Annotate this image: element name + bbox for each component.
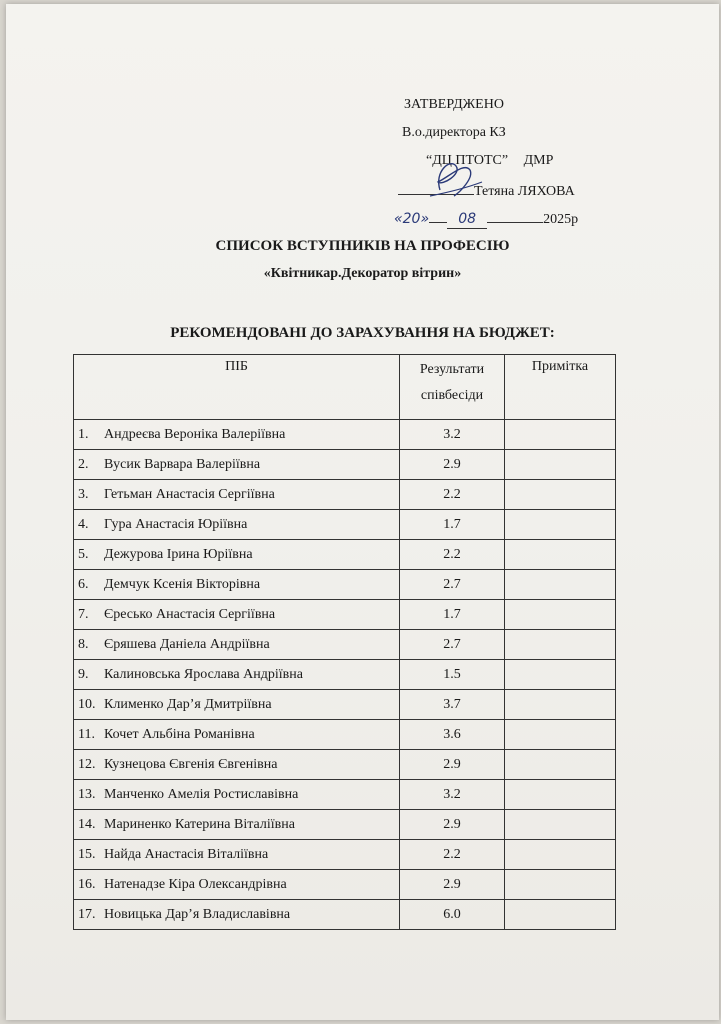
- row-number: 5.: [78, 546, 89, 562]
- row-number: 9.: [78, 666, 89, 682]
- table-row: [74, 420, 616, 450]
- interview-score: 1.5: [400, 660, 505, 690]
- table-row: [74, 480, 616, 510]
- interview-score: 2.2: [400, 540, 505, 570]
- note-cell: [505, 900, 616, 930]
- table-row: [74, 720, 616, 750]
- table-row: [74, 630, 616, 660]
- note-cell: [505, 600, 616, 630]
- note-cell: [505, 750, 616, 780]
- table-row: [74, 870, 616, 900]
- profession-name: «Квітникар.Декоратор вітрин»: [263, 266, 462, 281]
- interview-score: 2.9: [400, 450, 505, 480]
- applicant-name: 16. Натенадзе Кіра Олександрівна: [74, 870, 400, 900]
- applicant-name: 11. Кочет Альбіна Романівна: [74, 720, 400, 750]
- section-heading: РЕКОМЕНДОВАНІ ДО ЗАРАХУВАННЯ НА БЮДЖЕТ:: [170, 325, 555, 341]
- table-header-row: [74, 355, 616, 420]
- note-cell: [505, 840, 616, 870]
- interview-score: 1.7: [400, 510, 505, 540]
- note-cell: [505, 720, 616, 750]
- interview-score: 2.7: [400, 570, 505, 600]
- organization-name: “ДЦ ПТОТС” ДМР: [426, 153, 554, 168]
- table-row: [74, 660, 616, 690]
- row-number: 8.: [78, 636, 89, 652]
- approval-date: «20» 08 2025р: [394, 208, 578, 229]
- interview-score: 2.7: [400, 630, 505, 660]
- table-row: [74, 510, 616, 540]
- interview-score: 2.9: [400, 750, 505, 780]
- row-number: 1.: [78, 426, 89, 442]
- header-note: Примітка: [505, 355, 616, 420]
- note-cell: [505, 660, 616, 690]
- table-row: [74, 540, 616, 570]
- row-number: 17.: [78, 906, 96, 922]
- note-cell: [505, 810, 616, 840]
- applicant-name: 1. Андреєва Вероніка Валеріївна: [74, 420, 400, 450]
- signature: [420, 152, 490, 202]
- interview-score: 1.7: [400, 600, 505, 630]
- interview-score: 2.9: [400, 870, 505, 900]
- note-cell: [505, 540, 616, 570]
- note-cell: [505, 420, 616, 450]
- document-title: СПИСОК ВСТУПНИКІВ НА ПРОФЕСІЮ: [215, 238, 510, 254]
- applicant-name: 12. Кузнецова Євгенія Євгенівна: [74, 750, 400, 780]
- header-result: Результати співбесіди: [400, 355, 505, 420]
- applicant-name: 14. Мариненко Катерина Віталіївна: [74, 810, 400, 840]
- applicants-table: [73, 354, 616, 930]
- note-cell: [505, 780, 616, 810]
- row-number: 14.: [78, 816, 96, 832]
- interview-score: 3.2: [400, 780, 505, 810]
- document-sheet: [6, 4, 719, 1020]
- table-row: [74, 750, 616, 780]
- approved-label: ЗАТВЕРДЖЕНО: [404, 97, 504, 112]
- header-name: ПІБ: [74, 355, 400, 420]
- director-name-line: Тетяна ЛЯХОВА: [398, 180, 575, 201]
- row-number: 11.: [78, 726, 95, 742]
- row-number: 3.: [78, 486, 89, 502]
- applicant-name: 7. Єресько Анастасія Сергіївна: [74, 600, 400, 630]
- row-number: 7.: [78, 606, 89, 622]
- note-cell: [505, 450, 616, 480]
- row-number: 15.: [78, 846, 96, 862]
- interview-score: 2.2: [400, 840, 505, 870]
- interview-score: 6.0: [400, 900, 505, 930]
- row-number: 4.: [78, 516, 89, 532]
- row-number: 12.: [78, 756, 96, 772]
- interview-score: 2.2: [400, 480, 505, 510]
- row-number: 2.: [78, 456, 89, 472]
- applicant-name: 10. Клименко Дар’я Дмитріївна: [74, 690, 400, 720]
- interview-score: 3.7: [400, 690, 505, 720]
- applicant-name: 5. Дежурова Ірина Юріївна: [74, 540, 400, 570]
- applicant-name: 9. Калиновська Ярослава Андріївна: [74, 660, 400, 690]
- note-cell: [505, 570, 616, 600]
- table-row: [74, 600, 616, 630]
- applicant-name: 6. Демчук Ксенія Вікторівна: [74, 570, 400, 600]
- applicant-name: 3. Гетьман Анастасія Сергіївна: [74, 480, 400, 510]
- interview-score: 3.2: [400, 420, 505, 450]
- table-row: [74, 780, 616, 810]
- table-row: [74, 570, 616, 600]
- table-row: [74, 840, 616, 870]
- table-row: [74, 690, 616, 720]
- applicant-name: 17. Новицька Дар’я Владиславівна: [74, 900, 400, 930]
- applicant-name: 15. Найда Анастасія Віталіївна: [74, 840, 400, 870]
- row-number: 16.: [78, 876, 96, 892]
- director-position: В.о.директора КЗ: [402, 125, 506, 140]
- table-row: [74, 810, 616, 840]
- applicant-name: 13. Манченко Амелія Ростиславівна: [74, 780, 400, 810]
- table-row: [74, 900, 616, 930]
- interview-score: 3.6: [400, 720, 505, 750]
- interview-score: 2.9: [400, 810, 505, 840]
- applicant-name: 2. Вусик Варвара Валеріївна: [74, 450, 400, 480]
- note-cell: [505, 480, 616, 510]
- applicant-name: 4. Гура Анастасія Юріївна: [74, 510, 400, 540]
- applicant-name: 8. Єряшева Даніела Андріївна: [74, 630, 400, 660]
- row-number: 10.: [78, 696, 96, 712]
- row-number: 6.: [78, 576, 89, 592]
- note-cell: [505, 690, 616, 720]
- note-cell: [505, 870, 616, 900]
- row-number: 13.: [78, 786, 96, 802]
- note-cell: [505, 630, 616, 660]
- table-row: [74, 450, 616, 480]
- note-cell: [505, 510, 616, 540]
